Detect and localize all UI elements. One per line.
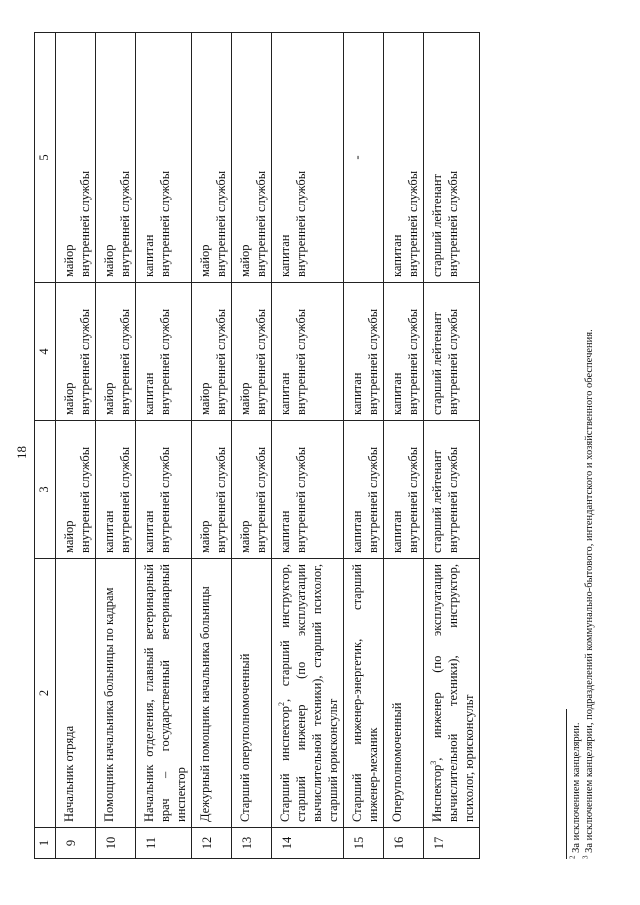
position-name: Старший инженер-энергетик, старший инженер-механик [344,559,384,828]
position-name: Начальник отряда [56,559,96,828]
table-row [136,33,192,859]
rank-cell [272,33,344,283]
position-name: Оперуполномоченный [384,559,424,828]
table-body [56,33,480,859]
rank-service: внутренней службы [294,170,308,277]
page-number: 18 [14,446,29,459]
table-row [344,33,384,859]
row-number: 17 [424,828,480,859]
rank-service: внутренней службы [158,170,172,277]
footnote-mark: 2 [568,855,577,859]
rank-cell [56,283,96,421]
position-name-text: Старший инспектор [278,705,292,822]
position-name-text: Инспектор [430,764,444,822]
rank-cell [96,283,136,421]
column-header: 5 [35,33,56,283]
rank-service: внутренней службы [406,308,420,415]
footnote-text: За исключением канцелярии. [571,722,582,856]
rank-title: майор [62,520,76,553]
rank-service: внутренней службы [214,308,228,415]
rank-title: старший лейтенант [430,450,444,553]
rank-service: внутренней службы [446,446,460,553]
rank-service: внутренней службы [158,446,172,553]
column-header: 3 [35,421,56,559]
rank-service: внутренней службы [118,170,132,277]
rank-service: внутренней службы [254,446,268,553]
rank-title: майор [238,244,252,277]
table-row [424,33,480,859]
rank-cell [384,283,424,421]
rank-cell [424,421,480,559]
rank-service: внутренней службы [294,446,308,553]
rank-cell [136,33,192,283]
position-name: Помощник начальника больницы по кадрам [96,559,136,828]
table-header-row [35,33,56,859]
footnote-text: За исключением канцелярии, подразделений коммунально-бытового, интендантского и хозяйственного обеспечения. [584,329,595,856]
rank-cell [424,33,480,283]
row-number: 13 [232,828,272,859]
footnote [570,33,583,859]
row-number: 12 [192,828,232,859]
rank-cell [96,33,136,283]
rank-title: капитан [142,510,156,553]
rank-title: капитан [278,510,292,553]
row-number: 14 [272,828,344,859]
position-name-text: , старший инструктор, старший инженер (по эксплуатации вычислительной техники), старший психолог, старший юрисконсульт [278,564,340,822]
table-row [384,33,424,859]
rank-title: майор [198,244,212,277]
rank-cell [56,33,96,283]
rank-title: майор [238,520,252,553]
rank-cell [96,421,136,559]
rank-cell [136,421,192,559]
rank-service: внутренней службы [294,308,308,415]
rank-title: майор [198,382,212,415]
table-row [96,33,136,859]
position-name [272,559,344,828]
rank-cell [344,283,384,421]
footnote [583,33,596,859]
rank-service: внутренней службы [214,446,228,553]
rank-title: капитан [390,234,404,277]
rank-cell [232,33,272,283]
positions-table [34,32,480,859]
position-name: Начальник отделения, главный ветеринарный врач – государственный ветеринарный инспектор [136,559,192,828]
rank-service: внутренней службы [78,446,92,553]
footnote-marker: 2 [276,701,286,706]
table-row [56,33,96,859]
rank-cell [136,283,192,421]
rank-service: внутренней службы [366,308,380,415]
rank-cell [384,421,424,559]
rank-cell [272,421,344,559]
row-number: 9 [56,828,96,859]
rank-title: майор [238,382,252,415]
rank-title: капитан [350,510,364,553]
rank-title: капитан [278,234,292,277]
footnote-marker: 3 [428,760,438,765]
table-row [272,33,344,859]
row-number: 11 [136,828,192,859]
rank-service: внутренней службы [118,308,132,415]
column-header: 2 [35,559,56,828]
row-number: 15 [344,828,384,859]
rank-service: внутренней службы [406,446,420,553]
rank-title: майор [198,520,212,553]
rank-cell [192,421,232,559]
position-name: Старший оперуполномоченный [232,559,272,828]
rank-cell [232,283,272,421]
rank-service: внутренней службы [406,170,420,277]
column-header: 1 [35,828,56,859]
rank-title: капитан [142,234,156,277]
rank-cell [192,283,232,421]
position-name: Дежурный помощник начальника больницы [192,559,232,828]
rank-title: майор [102,244,116,277]
rank-cell [232,421,272,559]
rank-service: внутренней службы [254,170,268,277]
table-row [232,33,272,859]
rank-title: майор [62,382,76,415]
rank-cell [384,33,424,283]
rank-cell [56,421,96,559]
row-number: 10 [96,828,136,859]
rank-service: внутренней службы [446,170,460,277]
rank-cell [344,421,384,559]
footnote-separator [566,709,567,859]
rank-title: старший лейтенант [430,174,444,277]
rank-title: старший лейтенант [430,312,444,415]
column-header: 4 [35,283,56,421]
rank-cell [272,283,344,421]
rank-title: майор [62,244,76,277]
footnote-mark: 3 [581,855,590,859]
rank-title: капитан [390,510,404,553]
rank-service: внутренней службы [254,308,268,415]
position-name-text: , инженер (по эксплуатации вычислительной техники), инструктор, психолог, юрисконсульт [430,564,476,822]
rank-service: внутренней службы [78,308,92,415]
rank-title: майор [102,382,116,415]
rank-title: капитан [390,372,404,415]
rank-title: капитан [142,372,156,415]
rank-title: капитан [102,510,116,553]
rank-service: внутренней службы [366,446,380,553]
table-row [192,33,232,859]
row-number: 16 [384,828,424,859]
footnotes [570,33,596,859]
rank-service: внутренней службы [118,446,132,553]
rank-service: внутренней службы [158,308,172,415]
rank-cell [192,33,232,283]
rank-service: внутренней службы [214,170,228,277]
position-name [424,559,480,828]
rank-service: внутренней службы [78,170,92,277]
rank-service: внутренней службы [446,308,460,415]
rank-title: капитан [350,372,364,415]
rank-cell-empty: - [344,33,384,283]
rank-title: капитан [278,372,292,415]
rank-cell [424,283,480,421]
